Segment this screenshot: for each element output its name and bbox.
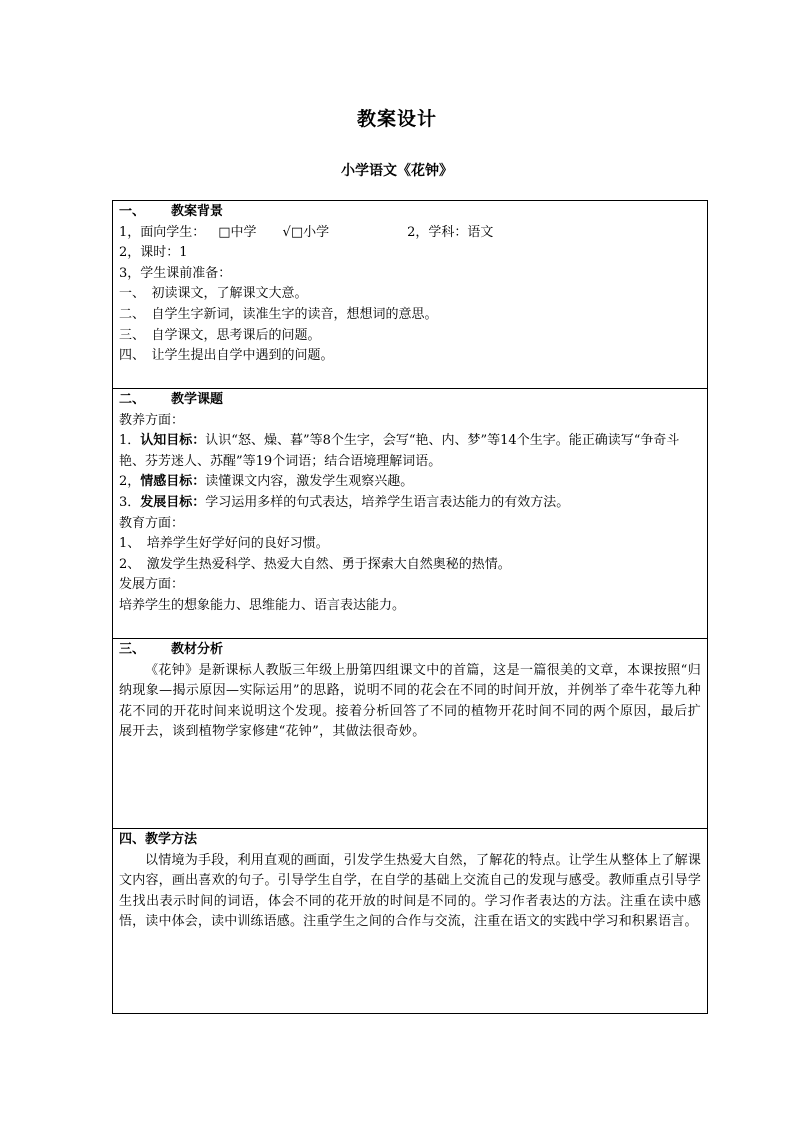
goal-text: 认识“怒、燥、暮”等8个生字，会写“艳、内、梦”等14个生字。能正确读写“争奇斗艳、芬芳迷人、苏醒”等19个词语；结合语境理解词语。 xyxy=(119,433,680,469)
goal-label: 发展目标： xyxy=(140,494,206,510)
lesson-plan-table xyxy=(112,200,708,1014)
goal-number: 3． xyxy=(119,494,141,510)
subsection-label: 教育方面： xyxy=(119,515,185,531)
goal-item xyxy=(119,472,701,493)
goal-label: 认知目标： xyxy=(140,433,206,449)
prep-item: 四、 让学生提出自学中遇到的问题。 xyxy=(119,348,334,364)
section-topic xyxy=(113,388,707,638)
education-item: 2、 激发学生热爱科学、热爱大自然、勇于探索大自然奥秘的热情。 xyxy=(119,556,511,572)
goal-item xyxy=(119,493,701,514)
analysis-paragraph: 《花钟》是新课标人教版三年级上册第四组课文中的首篇，这是一篇很美的文章，本课按照“归纳现象—揭示原因—实际运用”的思路，说明不同的花会在不同的时间开放，并例举了牵牛花等九种花不同的开花时间来说明这个发现。接着分析回答了不同的植物开花时间不同的两个原因，最后扩展开去，谈到植物学家修建“花钟”，其做法很奇妙。 xyxy=(119,662,701,740)
subsection-label: 发展方面： xyxy=(119,577,185,593)
section-heading: 一、 教案背景 xyxy=(119,204,224,219)
method-paragraph: 以情境为手段，利用直观的画面，引发学生热爱大自然，了解花的特点。让学生从整体上了解课文内容，画出喜欢的句子。引导学生自学，在自学的基础上交流自己的发现与感受。教师重点引导学生找出表示时间的词语，体会不同的花开放的时间是不同的。学习作者表达的方法。注重在读中感悟，读中体会，读中训练语感。注重学生之间的合作与交流，注重在语文的实践中学习和积累语言。 xyxy=(119,852,701,930)
goal-text: 学习运用多样的句式表达，培养学生语言表达能力的有效方法。 xyxy=(205,494,570,510)
section-material-analysis xyxy=(113,638,707,828)
section-heading: 二、 教学课题 xyxy=(119,392,224,407)
subsection-label: 教养方面： xyxy=(119,412,185,428)
goal-label: 情感目标： xyxy=(140,474,206,490)
development-text: 培养学生的想象能力、思维能力、语言表达能力。 xyxy=(119,597,406,613)
document-title: 教案设计 xyxy=(356,108,437,130)
section-heading: 三、 教材分析 xyxy=(119,642,224,657)
goal-number: 2， xyxy=(119,474,141,490)
goal-item xyxy=(119,431,701,472)
goal-text: 读懂课文内容，激发学生观察兴趣。 xyxy=(205,474,414,490)
education-item: 1、 培养学生好学好问的良好习惯。 xyxy=(119,536,329,552)
info-line: 2，课时：1 xyxy=(119,245,188,261)
info-line: 1，面向学生： □中学 √□小学 2，学科：语文 xyxy=(119,224,494,240)
section-teaching-method xyxy=(113,828,707,1014)
goal-number: 1． xyxy=(119,433,141,449)
document-subtitle: 小学语文《花钟》 xyxy=(341,163,453,179)
section-heading: 四、教学方法 xyxy=(119,832,198,847)
info-line: 3，学生课前准备： xyxy=(119,265,232,281)
section-background xyxy=(113,201,707,388)
prep-item: 一、 初读课文，了解课文大意。 xyxy=(119,286,308,302)
prep-item: 三、 自学课文，思考课后的问题。 xyxy=(119,327,321,343)
prep-item: 二、 自学生字新词，读准生字的读音，想想词的意思。 xyxy=(119,306,438,322)
